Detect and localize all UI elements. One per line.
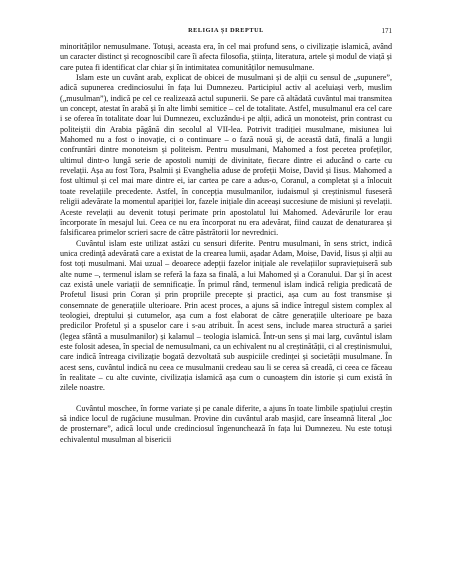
paragraph: Islam este un cuvânt arab, explicat de obicei de musulmani și de alții cu sensul de „supunere”, adică supunerea credinciosului în fața lui Dumnezeu. Participiul activ al aceluiași verb, muslim („musulman”), indică pe cel ce realizează actul supunerii. Se pare că altădată cuvântul mai transmitea un concept, atestat în arabă și în alte limbi semitice – cel de totalitate. Astfel, musulmanul era cel care i se oferea în totalitate doar lui Dumnezeu, excluzându-i pe alții, adică un monoteist, prin contrast cu politeiștii din Arabia păgână din secolul al VII-lea. Potrivit tradiției musulmane, misiunea lui Mahomed nu a fost o inovație, ci o continuare – o fază nouă și, de această dată, finală a lungii confruntări dintre monoteism și politeism. Pentru musulmani, Mahomed a fost pecetea profeților, ultimul dintr-o lungă serie de apostoli numiți de divinitate, fiecare dintre ei aducând o carte cu revelații. Așa au fost Tora, Psalmii și Evanghelia aduse de profeții Moise, David și Iisus. Mahomed a fost ultimul și cel mai mare dintre ei, iar cartea pe care a adus-o, Coranul, a completat și a înlocuit toate revelațiile precedente. Astfel, în concepția musulmanilor, iudaismul și creștinismul fuseseră religii adevărate la momentul apariției lor, fazele inițiale din aceeași succesiune de misiuni și revelații. Aceste revelații au devenit totuși perimate prin apostolatul lui Mahomed. Adevărurile lor erau încorporate în mesajul lui. Ceea ce nu era încorporat nu era adevărat, fiind cauzat de denaturarea și falsificarea primelor scrieri sacre de către păstrătorii lor nevrednici. — [60, 73, 392, 238]
running-title: RELIGIA ȘI DREPTUL — [188, 27, 264, 34]
page-header — [60, 27, 392, 39]
paragraph: minorităților nemusulmane. Totuși, aceasta era, în cel mai profund sens, o civilizație islamică, având un caracter distinct și recognoscibil care îi afecta filosofia, știința, literatura, artele și modul de viață și care putea fi identificat clar chiar și în intimitatea comunităților nemusulmane. — [60, 42, 392, 72]
paragraph: Cuvântul islam este utilizat astăzi cu sensuri diferite. Pentru musulmani, în sens strict, indică unica credință adevărată care a existat de la crearea lumii, așadar Adam, Moise, David, Iisus și alții au fost toți musulmani. Mai uzual – deoarece adepții fazelor inițiale ale revelațiilor supraviețuiseră sub alte nume –, termenul islam se referă la faza sa finală, a lui Mahomed și a Coranului. Dar și în acest caz există unele variații de semnificație. În primul rând, termenul islam indică religia predicată de Profetul Iisusi prin Coran și prin propriile precepte și practici, așa cum au fost transmise și consemnate de generațiile ulterioare. Prin acest proces, a ajuns să indice întregul sistem complex al teologiei, dreptului și cutumelor, așa cum a fost elaborat de către generațiile ulterioare pe baza predicilor Profetul și a spuselor care i s-au atribuit. În acest sens, include marea structură a șariei (legea sfântă a musulmanilor) și kalamul – teologia islamică. Într-un sens și mai larg, cuvântul islam este folosit adesea, în special de nemusulmani, ca un echivalent nu al creștinătății, ci al creștinismului, care indică întreaga civilizație bogată dezvoltată sub auspiciile credinței și societății musulmane. În acest sens, cuvântul indică nu ceea ce musulmanii credeau sau li se cerea să creadă, ci ceea ce făceau în realitate – cu alte cuvinte, civilizația islamică așa cum o cunoaștem din istorie și cum există în zilele noastre. — [60, 238, 392, 393]
body-text — [60, 42, 392, 445]
page-number: 171 — [381, 27, 392, 35]
paragraph: Cuvântul moschee, în forme variate și pe canale diferite, a ajuns în toate limbile spațiului creștin să indice locul de rugăciune musulman. Provine din cuvântul arab masjid, care înseamnă literal „loc de prosternare”, adică locul unde credinciosul îngenunchează în fața lui Dumnezeu. Nu este totuși echivalentul musulman al bisericii — [60, 403, 392, 444]
